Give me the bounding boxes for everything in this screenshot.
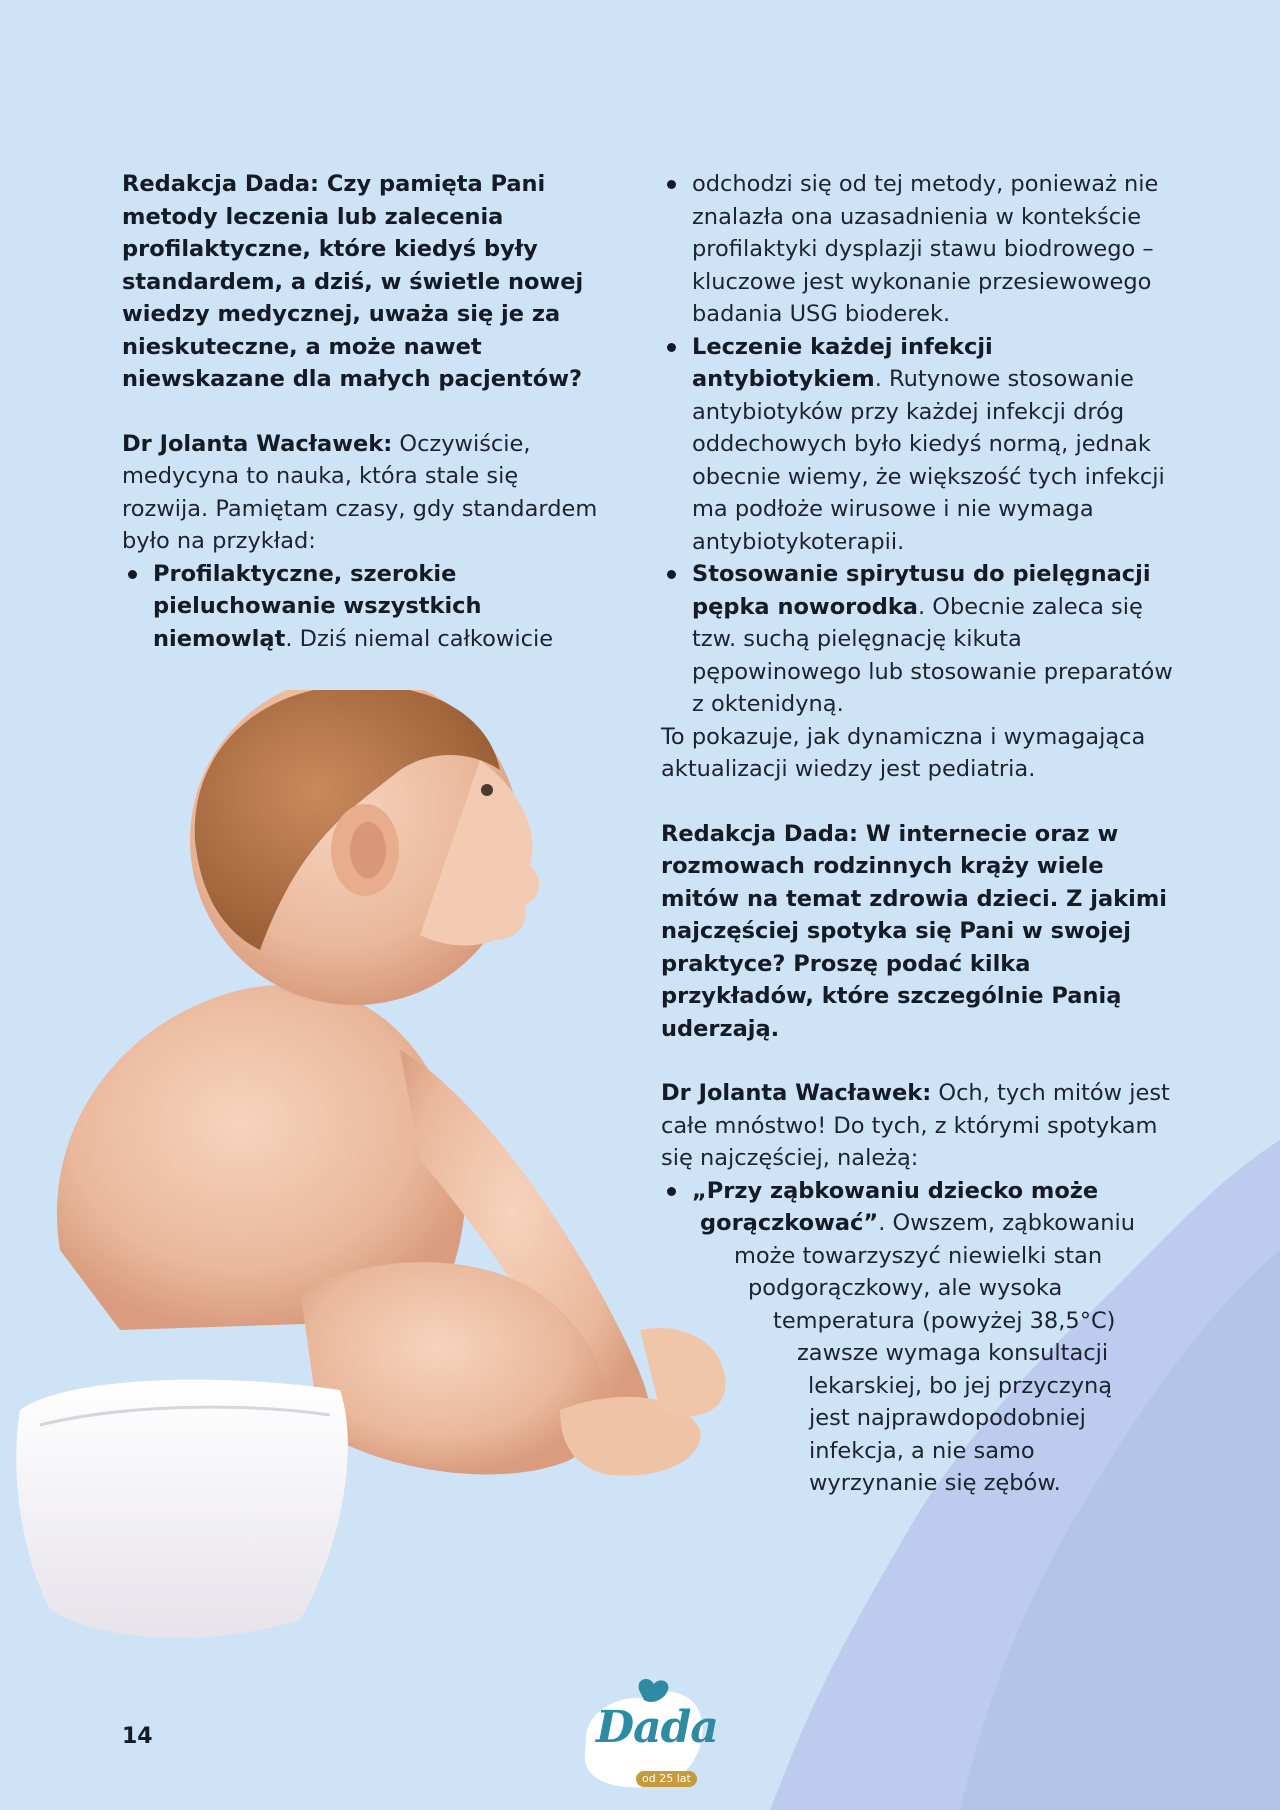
speaker-label: Dr Jolanta Wacławek: (122, 430, 393, 457)
answer-2 (661, 1077, 1181, 1175)
left-column (122, 168, 602, 655)
summary-paragraph: To pokazuje, jak dynamiczna i wymagająca aktualizacji wiedzy jest pediatria. (661, 723, 1146, 782)
practices-list (122, 558, 602, 656)
answer-1 (122, 428, 602, 558)
list-item: „Przy ząbkowaniu dziecko może gorączkować”. Owszem, ząbkowaniu może towarzyszyć niewielki stan podgorączkowy, ale wysoka temperatura (powyżej 38,5°C) zawsze wymaga konsultacji lekarskiej, bo jej przyczyną jest najprawdopodobniej infekcja, a nie samo wyrzynanie się zębów. (661, 1175, 1181, 1500)
answer-2-text: Och, tych mitów jest całe mnóstwo! Do tych, z którymi spotykam się najczęściej, należą: (661, 1080, 1170, 1171)
right-column (661, 168, 1181, 1500)
myths-list (661, 1175, 1181, 1500)
list-item: Profilaktyczne, szerokie pieluchowanie wszystkich niemowląt. Dziś niemal całkowicie (122, 558, 602, 656)
list-item: Stosowanie spirytusu do pielęgnacji pępka noworodka. Obecnie zaleca się tzw. suchą pielęgnację kikuta pępowinowego lub stosowanie preparatów z oktenidyną. (661, 558, 1181, 721)
question-1: Redakcja Dada: Czy pamięta Pani metody leczenia lub zalecenia profilaktyczne, które kiedyś były standardem, a dziś, w świetle nowej wiedzy medycznej, uważa się je za nieskuteczne, a może nawet niewskazane dla małych pacjentów? (122, 171, 584, 392)
page-number: 14 (122, 1724, 153, 1749)
speaker-label: Dr Jolanta Wacławek: (661, 1080, 932, 1106)
bullet-dot (667, 1187, 676, 1196)
list-item: Leczenie każdej infekcji antybiotykiem. Rutynowe stosowanie antybiotyków przy każdej infekcji dróg oddechowych było kiedyś normą, jednak obecnie wiemy, że większość tych infekcji ma podłoże wirusowe i nie wymaga antybiotykoterapii. (661, 331, 1181, 559)
answer-1-text: Oczywiście, medycyna to nauka, która stale się rozwija. Pamiętam czasy, gdy standardem było na przykład: (122, 430, 598, 554)
logo-tagline: od 25 lat (636, 1771, 697, 1787)
logo-brand-text: Dada (596, 1702, 718, 1753)
practices-list-continued (661, 168, 1181, 721)
list-item-continuation: odchodzi się od tej metody, ponieważ nie znalazła ona uzasadnienia w kontekście profilaktyki dysplazji stawu biodrowego – kluczowe jest wykonanie przesiewowego badania USG bioderek. (661, 168, 1181, 331)
question-2: Redakcja Dada: W internecie oraz w rozmowach rodzinnych krąży wiele mitów na temat zdrowia dzieci. Z jakimi najczęściej spotyka się Pani w swojej praktyce? Proszę podać kilka przykładów, które szczególnie Panią uderzają. (661, 820, 1168, 1042)
